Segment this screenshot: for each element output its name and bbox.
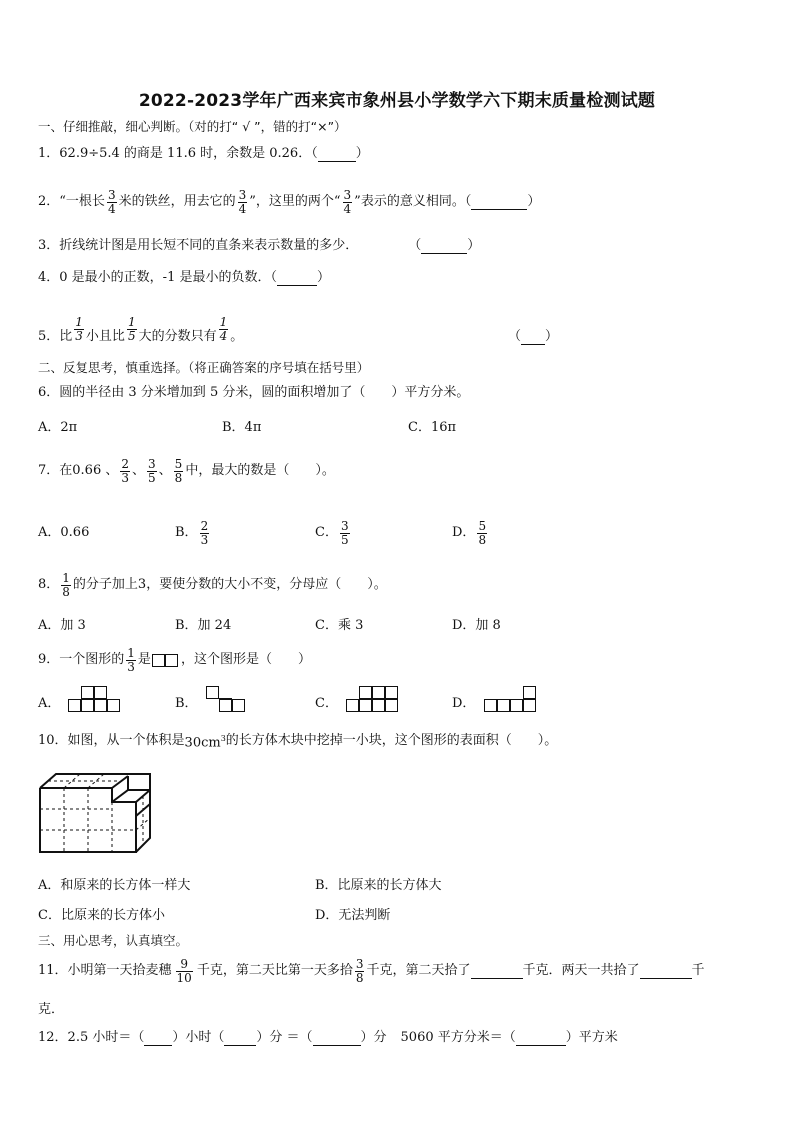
question-4 xyxy=(38,267,330,289)
q4-text: 4．0 是最小的正数，-1 是最小的负数．（ xyxy=(38,270,277,285)
q7-option-c-label: C． xyxy=(315,525,338,540)
q12-blank-3[interactable] xyxy=(313,1031,361,1046)
q8-option-a[interactable]: A．加 3 xyxy=(38,618,86,633)
q9-option-c-label[interactable]: C． xyxy=(315,696,338,711)
q4-close: ） xyxy=(316,270,330,285)
q6-option-c[interactable]: C．16π xyxy=(408,420,457,435)
q5-part2: 小且比 xyxy=(85,329,125,344)
question-2 xyxy=(38,188,540,216)
q7-option-b-label: B． xyxy=(175,525,198,540)
q11-part3: 千克，第二天拾了 xyxy=(366,963,471,978)
question-8 xyxy=(38,568,387,602)
q9-option-d-label[interactable]: D． xyxy=(452,696,476,711)
section-2-heading: 二、反复思考，慎重选择。（将正确答案的序号填在括号里） xyxy=(38,360,370,375)
q2-num: 2． xyxy=(38,194,60,209)
q5-fraction-2: $\frac{1}{5}$ xyxy=(127,314,136,343)
q9-part3: ，这个图形是（ ） xyxy=(180,652,311,667)
q7-option-b-fraction: $\frac{2}{3}$ xyxy=(200,518,209,547)
q7-option-c[interactable] xyxy=(315,516,352,550)
q9-option-a-shape[interactable] xyxy=(68,686,124,714)
q3-open: （ xyxy=(408,238,422,253)
q9-option-b-shape[interactable] xyxy=(206,686,250,714)
q10-option-b[interactable]: B．比原来的长方体大 xyxy=(315,878,442,893)
question-12 xyxy=(38,1027,618,1049)
q2-close: ） xyxy=(527,194,541,209)
q12-part5: 5060 平方分米＝（ xyxy=(400,1030,516,1045)
q3-text: 3．折线统计图是用长短不同的直条来表示数量的多少． xyxy=(38,238,359,253)
question-5 xyxy=(38,314,244,352)
section-3-heading: 三、用心思考，认真填空。 xyxy=(38,933,189,948)
q11-part4: 千克．两天一共拾了 xyxy=(522,963,640,978)
q7-fraction-3: $\frac{5}{8}$ xyxy=(174,456,183,485)
q8-num: 8． xyxy=(38,577,60,592)
q2-part4: ”表示的意义相同。（ xyxy=(354,194,472,209)
q3-close: ） xyxy=(467,238,481,253)
q9-fraction: $\frac{1}{3}$ xyxy=(127,645,135,674)
q12-part3: ）分 ＝（ xyxy=(256,1030,313,1045)
q7-option-d-label: D． xyxy=(452,525,476,540)
q11-part5: 千 xyxy=(691,963,705,978)
q2-answer-blank[interactable] xyxy=(471,195,527,210)
q10-part2: 的长方体木块中挖掉一小块，这个图形的表面积（ ）。 xyxy=(225,733,558,748)
q5-num: 5．比 xyxy=(38,329,73,344)
question-11 xyxy=(38,954,705,988)
q10-cuboid-figure xyxy=(36,768,154,856)
q1-answer-blank[interactable] xyxy=(318,147,356,162)
q1-text: 1．62.9÷5.4 的商是 11.6 时，余数是 0.26．（ xyxy=(38,146,318,161)
q10-option-a[interactable]: A．和原来的长方体一样大 xyxy=(38,878,191,893)
q5-close: ） xyxy=(545,329,559,344)
q9-part1: 9．一个图形的 xyxy=(38,652,125,667)
q8-text: 的分子加上3，要使分数的大小不变，分母应（ ）。 xyxy=(72,577,387,592)
q7-option-a-label: A．0.66 xyxy=(38,525,90,540)
question-9 xyxy=(38,643,311,677)
q11-continuation: 克． xyxy=(38,1002,65,1017)
q11-answer-blank-2[interactable] xyxy=(640,964,692,979)
q7-option-d[interactable] xyxy=(452,516,489,550)
q9-two-square-shape xyxy=(152,654,180,667)
q1-close: ） xyxy=(355,146,369,161)
q6-option-a[interactable]: A．2π xyxy=(38,420,78,435)
q5-open: （ xyxy=(508,329,522,344)
q10-option-c[interactable]: C．比原来的长方体小 xyxy=(38,908,165,923)
q10-part1: 10．如图，从一个体积是 xyxy=(38,733,185,748)
q2-part3: ”，这里的两个“ xyxy=(249,194,341,209)
q7-option-a[interactable] xyxy=(38,516,89,550)
q12-part6: ）平方米 xyxy=(565,1030,618,1045)
page-title: 2022-2023学年广西来宾市象州县小学数学六下期末质量检测试题 xyxy=(138,91,656,111)
q8-option-d[interactable]: D．加 8 xyxy=(452,618,501,633)
q7-sep1: 、 xyxy=(132,463,146,478)
q12-blank-2[interactable] xyxy=(224,1031,256,1046)
question-6: 6．圆的半径由 3 分米增加到 5 分米，圆的面积增加了（ ）平方分米。 xyxy=(38,385,470,400)
q2-fraction-2: $\frac{3}{4}$ xyxy=(238,187,247,216)
q5-part3: 大的分数只有 xyxy=(138,329,217,344)
q2-part1: “一根长 xyxy=(59,194,105,209)
q8-fraction: $\frac{1}{8}$ xyxy=(62,570,70,599)
q7-sep2: 、 xyxy=(158,463,172,478)
q5-fraction-3: $\frac{1}{4}$ xyxy=(219,314,228,343)
q4-answer-blank[interactable] xyxy=(277,271,317,286)
question-3 xyxy=(38,235,480,257)
q2-fraction-3: $\frac{3}{4}$ xyxy=(343,187,352,216)
q12-blank-1[interactable] xyxy=(144,1031,172,1046)
question-1 xyxy=(38,143,369,165)
q9-option-b-label[interactable]: B． xyxy=(175,696,198,711)
q12-part4: ）分 xyxy=(360,1030,387,1045)
q11-fraction-2: $\frac{3}{8}$ xyxy=(355,956,364,985)
q5-part4: 。 xyxy=(230,329,244,344)
question-7 xyxy=(38,452,335,490)
q11-part1: 11．小明第一天拾麦穗 xyxy=(38,963,172,978)
q5-answer-area xyxy=(508,326,558,348)
section-1-heading: 一、仔细推敲，细心判断。（对的打“ √ ”，错的打“×”） xyxy=(38,119,347,134)
q7-fraction-2: $\frac{3}{5}$ xyxy=(148,456,156,485)
question-10 xyxy=(38,730,557,752)
q7-part2: 中，最大的数是（ ）。 xyxy=(185,463,335,478)
q8-option-c[interactable]: C．乘 3 xyxy=(315,618,364,633)
q9-option-d-shape[interactable] xyxy=(484,686,540,714)
q6-option-b[interactable]: B．4π xyxy=(222,420,262,435)
q12-part1: 12．2.5 小时＝（ xyxy=(38,1030,145,1045)
q11-part2: 千克，第二天比第一天多拾 xyxy=(196,963,353,978)
q9-part2: 是 xyxy=(137,652,151,667)
q7-fraction-1: $\frac{2}{3}$ xyxy=(121,456,129,485)
q7-option-c-fraction: $\frac{3}{5}$ xyxy=(340,518,349,547)
q8-option-b[interactable]: B．加 24 xyxy=(175,618,232,633)
q11-fraction-1: $\frac{9}{10}$ xyxy=(176,956,192,985)
q10-volume: $30cm^3$ xyxy=(184,733,226,751)
q3-answer-blank[interactable] xyxy=(421,239,467,254)
q5-answer-blank[interactable] xyxy=(521,330,545,345)
q7-option-d-fraction: $\frac{5}{8}$ xyxy=(478,518,487,547)
q7-option-b[interactable] xyxy=(175,516,211,550)
q12-blank-4[interactable] xyxy=(516,1031,566,1046)
q7-part1: 7．在0.66 、 xyxy=(38,463,119,478)
q12-part2: ）小时（ xyxy=(172,1030,225,1045)
q9-option-a-label[interactable]: A． xyxy=(38,696,61,711)
q11-answer-blank-1[interactable] xyxy=(471,964,523,979)
q2-fraction-1: $\frac{3}{4}$ xyxy=(107,187,116,216)
q5-fraction-1: $\frac{1}{3}$ xyxy=(75,314,83,343)
q9-option-c-shape[interactable] xyxy=(346,686,402,714)
q10-option-d[interactable]: D．无法判断 xyxy=(315,908,391,923)
q2-part2: 米的铁丝，用去它的 xyxy=(118,194,236,209)
